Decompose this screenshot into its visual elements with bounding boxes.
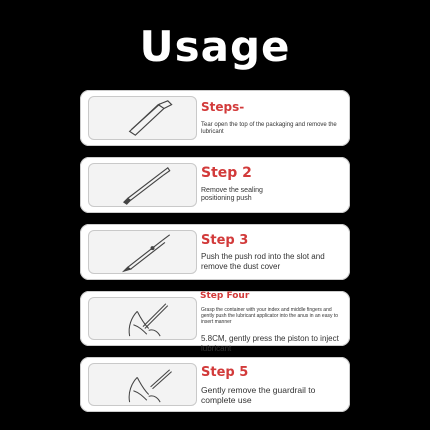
step-card-5 xyxy=(80,357,350,412)
hand-remove-illustration xyxy=(88,363,197,406)
step-3-title: Step 3 xyxy=(201,233,249,248)
step-2-title: Step 2 xyxy=(201,165,252,181)
step-5-title: Step 5 xyxy=(201,365,249,380)
hand-insert-illustration xyxy=(88,297,197,340)
step-3-description: Push the push rod into the slot and remove the dust cover xyxy=(201,252,325,271)
applicator-illustration xyxy=(88,163,197,207)
step-card-3 xyxy=(80,224,350,280)
step-4-title: Step Four xyxy=(200,291,250,301)
step-1-description: Tear open the top of the packaging and remove the lubricant xyxy=(201,122,337,136)
step-5-description: Gently remove the guardrail to complete use xyxy=(201,385,316,406)
page-title: Usage xyxy=(139,22,291,71)
step-card-1 xyxy=(80,90,350,146)
push-rod-illustration xyxy=(88,230,197,274)
step-card-2 xyxy=(80,157,350,213)
step-card-4 xyxy=(80,291,350,353)
step-4-note: 5.8CM, gently press the piston to inject lubricant xyxy=(201,334,339,353)
step-4-description: Grasp the container with your index and middle fingers and gently push the lubricant applicator into the anus in an easy to insert manner xyxy=(201,307,339,325)
packet-illustration xyxy=(88,96,197,140)
step-2-description: Remove the sealing positioning push xyxy=(201,187,263,203)
step-1-title: Steps- xyxy=(201,100,245,114)
